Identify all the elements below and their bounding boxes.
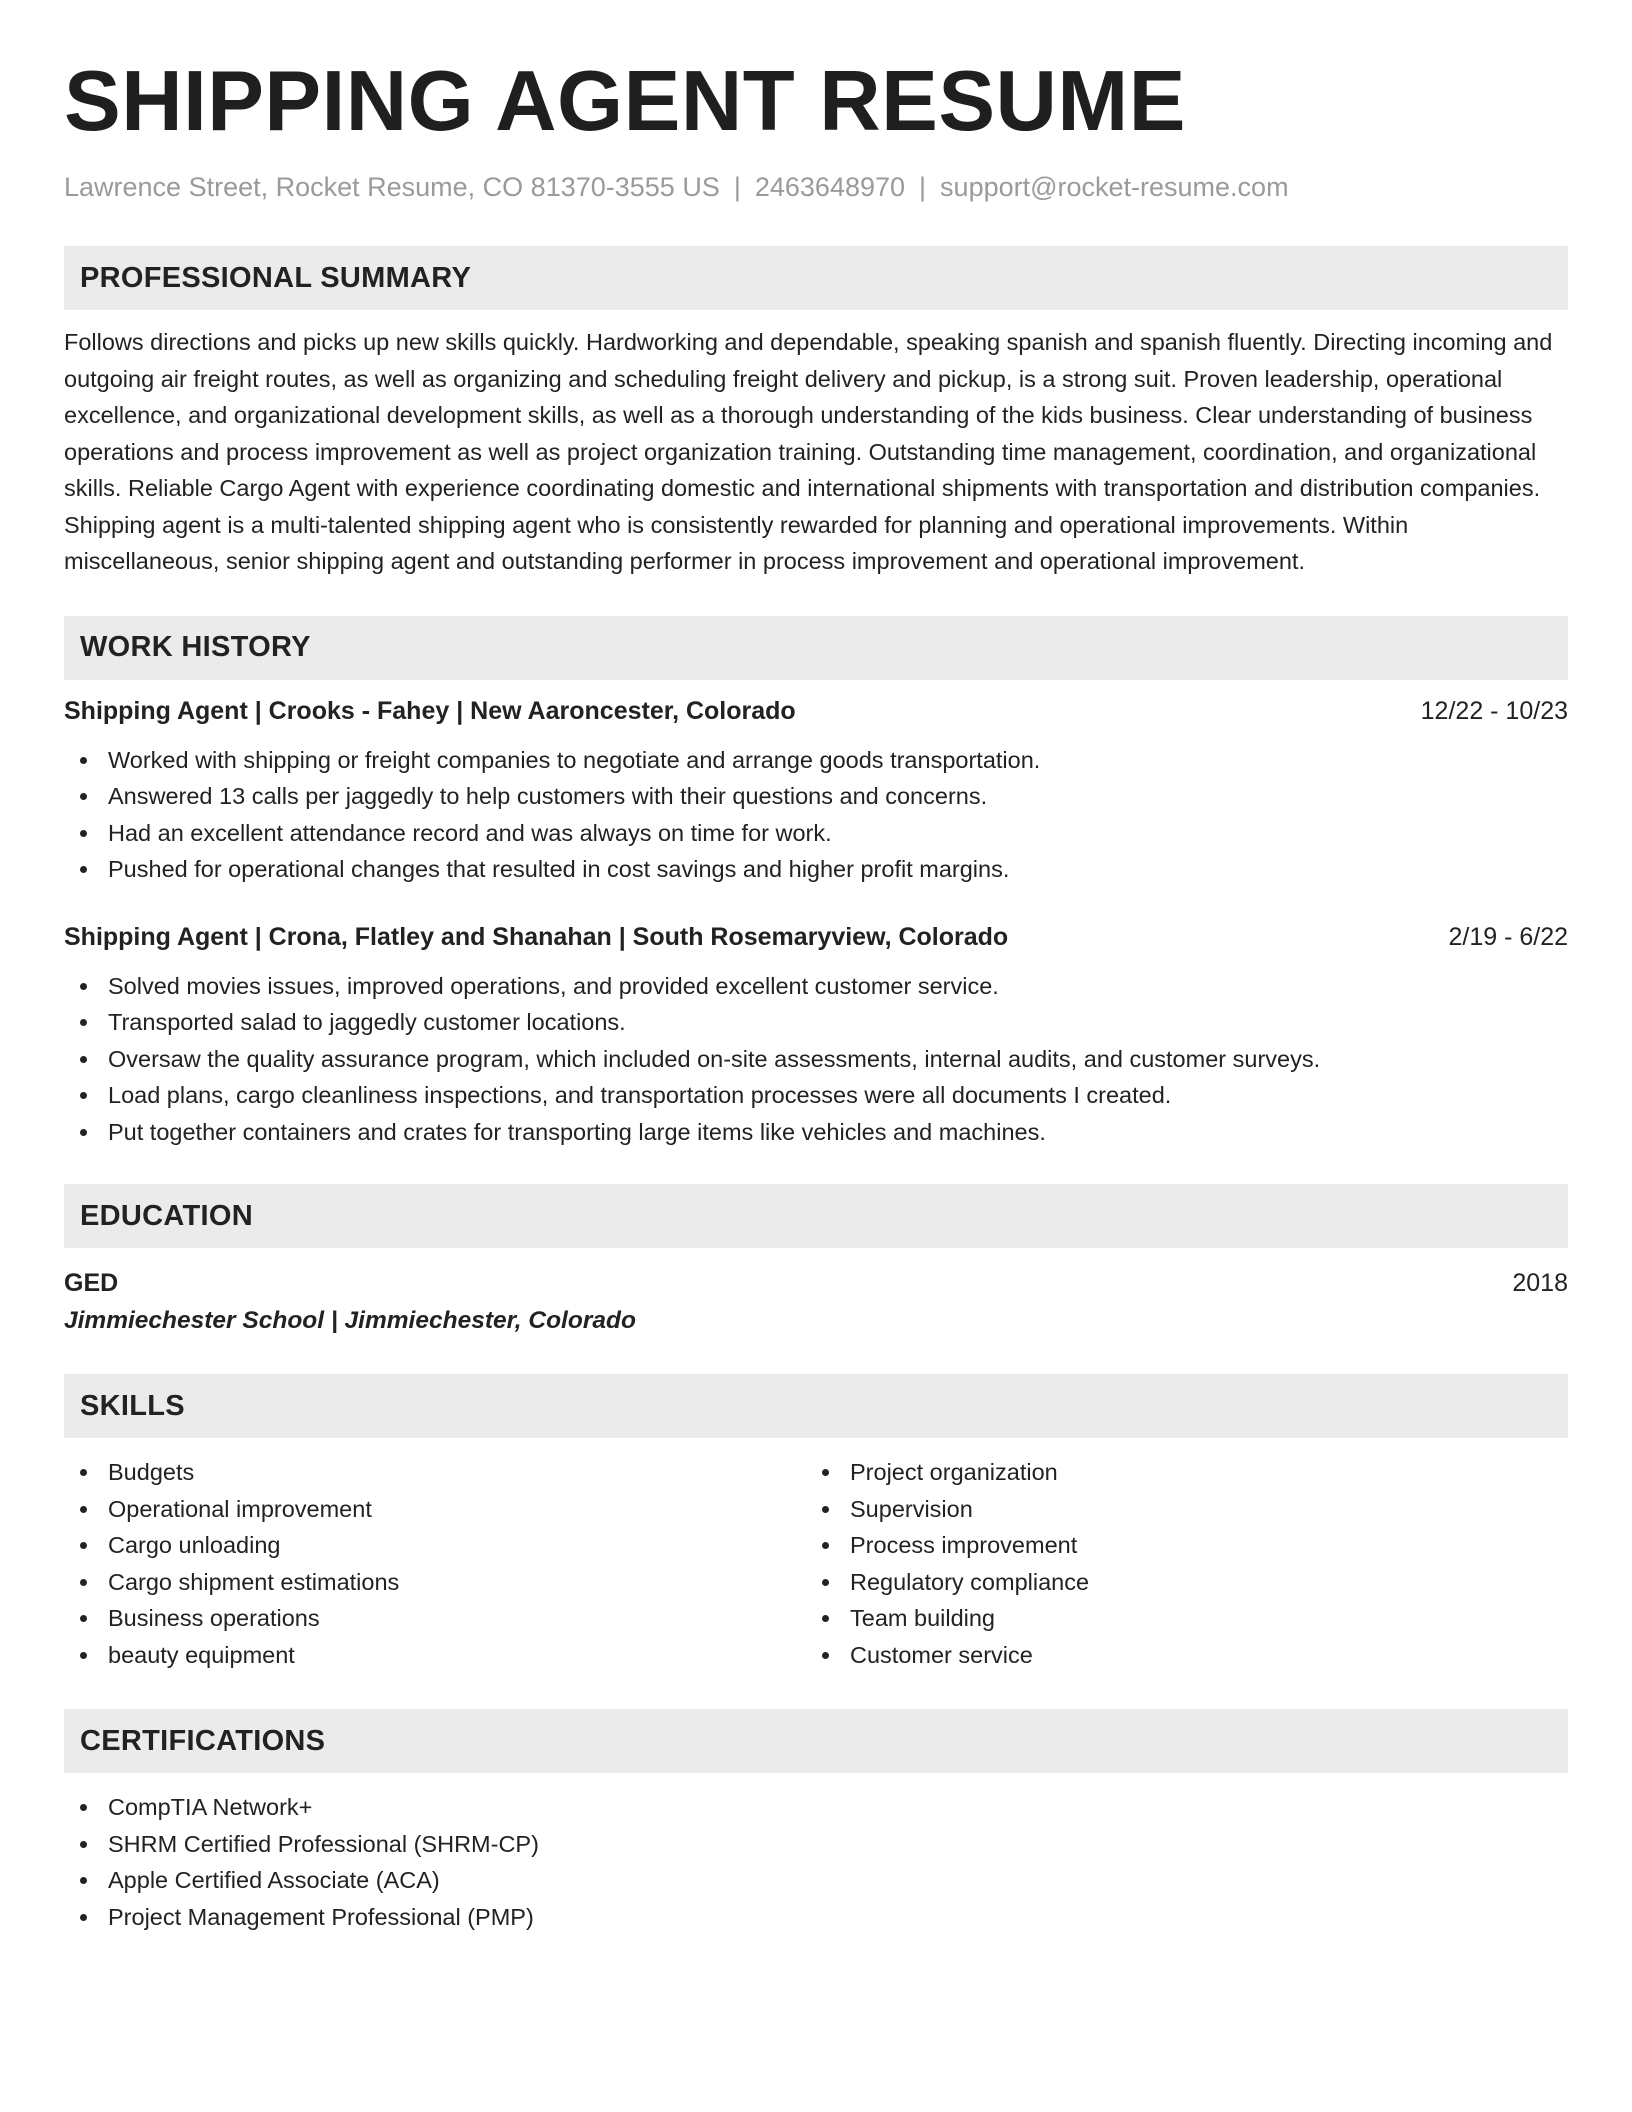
skills-column-left xyxy=(64,1454,806,1673)
job-bullet: Solved movies issues, improved operations, and provided excellent customer service. xyxy=(64,968,1568,1005)
resume-title: SHIPPING AGENT RESUME xyxy=(64,54,1186,149)
job-header xyxy=(64,694,1568,728)
section-header-work-history: WORK HISTORY xyxy=(64,616,1568,680)
skill-item: Business operations xyxy=(64,1600,806,1637)
contact-address: Lawrence Street, Rocket Resume, CO 81370-3555 US xyxy=(64,172,720,202)
contact-phone: 2463648970 xyxy=(754,172,906,202)
education-entry xyxy=(64,1266,1568,1338)
certification-item: SHRM Certified Professional (SHRM-CP) xyxy=(64,1826,1568,1863)
job-bullet: Put together containers and crates for transporting large items like vehicles and machines. xyxy=(64,1114,1568,1151)
contact-email: support@rocket-resume.com xyxy=(940,172,1289,202)
skill-item: Budgets xyxy=(64,1454,806,1491)
skill-item: Cargo shipment estimations xyxy=(64,1564,806,1601)
job-bullets xyxy=(64,742,1568,888)
skills-list xyxy=(64,1454,1568,1673)
job-dates: 12/22 - 10/23 xyxy=(1420,696,1568,725)
job-title: Shipping Agent | Crona, Flatley and Shanahan | South Rosemaryview, Colorado xyxy=(64,922,1009,951)
job-bullet: Answered 13 calls per jaggedly to help customers with their questions and concerns. xyxy=(64,778,1568,815)
job-bullet: Load plans, cargo cleanliness inspections, and transportation processes were all documents I created. xyxy=(64,1077,1568,1114)
certification-item: Project Management Professional (PMP) xyxy=(64,1899,1568,1936)
skill-item: Team building xyxy=(806,1600,1548,1637)
skill-item: Supervision xyxy=(806,1491,1548,1528)
skills-column-right xyxy=(806,1454,1548,1673)
section-header-summary: PROFESSIONAL SUMMARY xyxy=(64,246,1568,310)
certifications-list xyxy=(64,1789,1568,1935)
job-entry xyxy=(64,694,1568,888)
job-bullet: Pushed for operational changes that resulted in cost savings and higher profit margins. xyxy=(64,851,1568,888)
job-bullet: Oversaw the quality assurance program, which included on-site assessments, internal audits, and customer surveys. xyxy=(64,1041,1568,1078)
skill-item: beauty equipment xyxy=(64,1637,806,1674)
skills-bullets xyxy=(64,1454,806,1673)
education-header xyxy=(64,1266,1568,1300)
contact-separator: | xyxy=(919,172,927,202)
skill-item: Process improvement xyxy=(806,1527,1548,1564)
job-entry xyxy=(64,920,1568,1151)
education-year: 2018 xyxy=(1512,1269,1568,1297)
education-degree: GED xyxy=(64,1269,119,1297)
skill-item: Regulatory compliance xyxy=(806,1564,1548,1601)
job-title: Shipping Agent | Crooks - Fahey | New Aaroncester, Colorado xyxy=(64,696,796,725)
section-header-skills: SKILLS xyxy=(64,1374,1568,1438)
education-school: Jimmiechester School | Jimmiechester, Colorado xyxy=(64,1307,636,1334)
job-bullets xyxy=(64,968,1568,1151)
job-bullet: Had an excellent attendance record and was always on time for work. xyxy=(64,815,1568,852)
job-bullet: Transported salad to jaggedly customer locations. xyxy=(64,1004,1568,1041)
skill-item: Operational improvement xyxy=(64,1491,806,1528)
contact-separator: | xyxy=(733,172,741,202)
job-header xyxy=(64,920,1568,954)
skill-item: Cargo unloading xyxy=(64,1527,806,1564)
skill-item: Customer service xyxy=(806,1637,1548,1674)
contact-line xyxy=(64,170,1568,204)
certification-item: CompTIA Network+ xyxy=(64,1789,1568,1826)
section-header-certifications: CERTIFICATIONS xyxy=(64,1709,1568,1773)
resume-page xyxy=(64,0,1568,1935)
summary-text: Follows directions and picks up new skills quickly. Hardworking and dependable, speaking spanish and spanish fluently. Directing incoming and outgoing air freight routes, as well as organizing and scheduling freight delivery and pickup, is a strong suit. Proven leadership, operational excellence, and organizational development skills, as well as a thorough understanding of the kids business. Clear understanding of business operations and process improvement as well as project organization training. Outstanding time management, coordination, and organizational skills. Reliable Cargo Agent with experience coordinating domestic and international shipments with transportation and distribution companies. Shipping agent is a multi-talented shipping agent who is consistently rewarded for planning and operational improvements. Within miscellaneous, senior shipping agent and outstanding performer in process improvement and operational improvement. xyxy=(64,329,1553,574)
job-dates: 2/19 - 6/22 xyxy=(1448,922,1568,951)
section-header-education: EDUCATION xyxy=(64,1184,1568,1248)
skill-item: Project organization xyxy=(806,1454,1548,1491)
job-bullet: Worked with shipping or freight companies to negotiate and arrange goods transportation. xyxy=(64,742,1568,779)
certification-item: Apple Certified Associate (ACA) xyxy=(64,1862,1568,1899)
skills-bullets xyxy=(806,1454,1548,1673)
